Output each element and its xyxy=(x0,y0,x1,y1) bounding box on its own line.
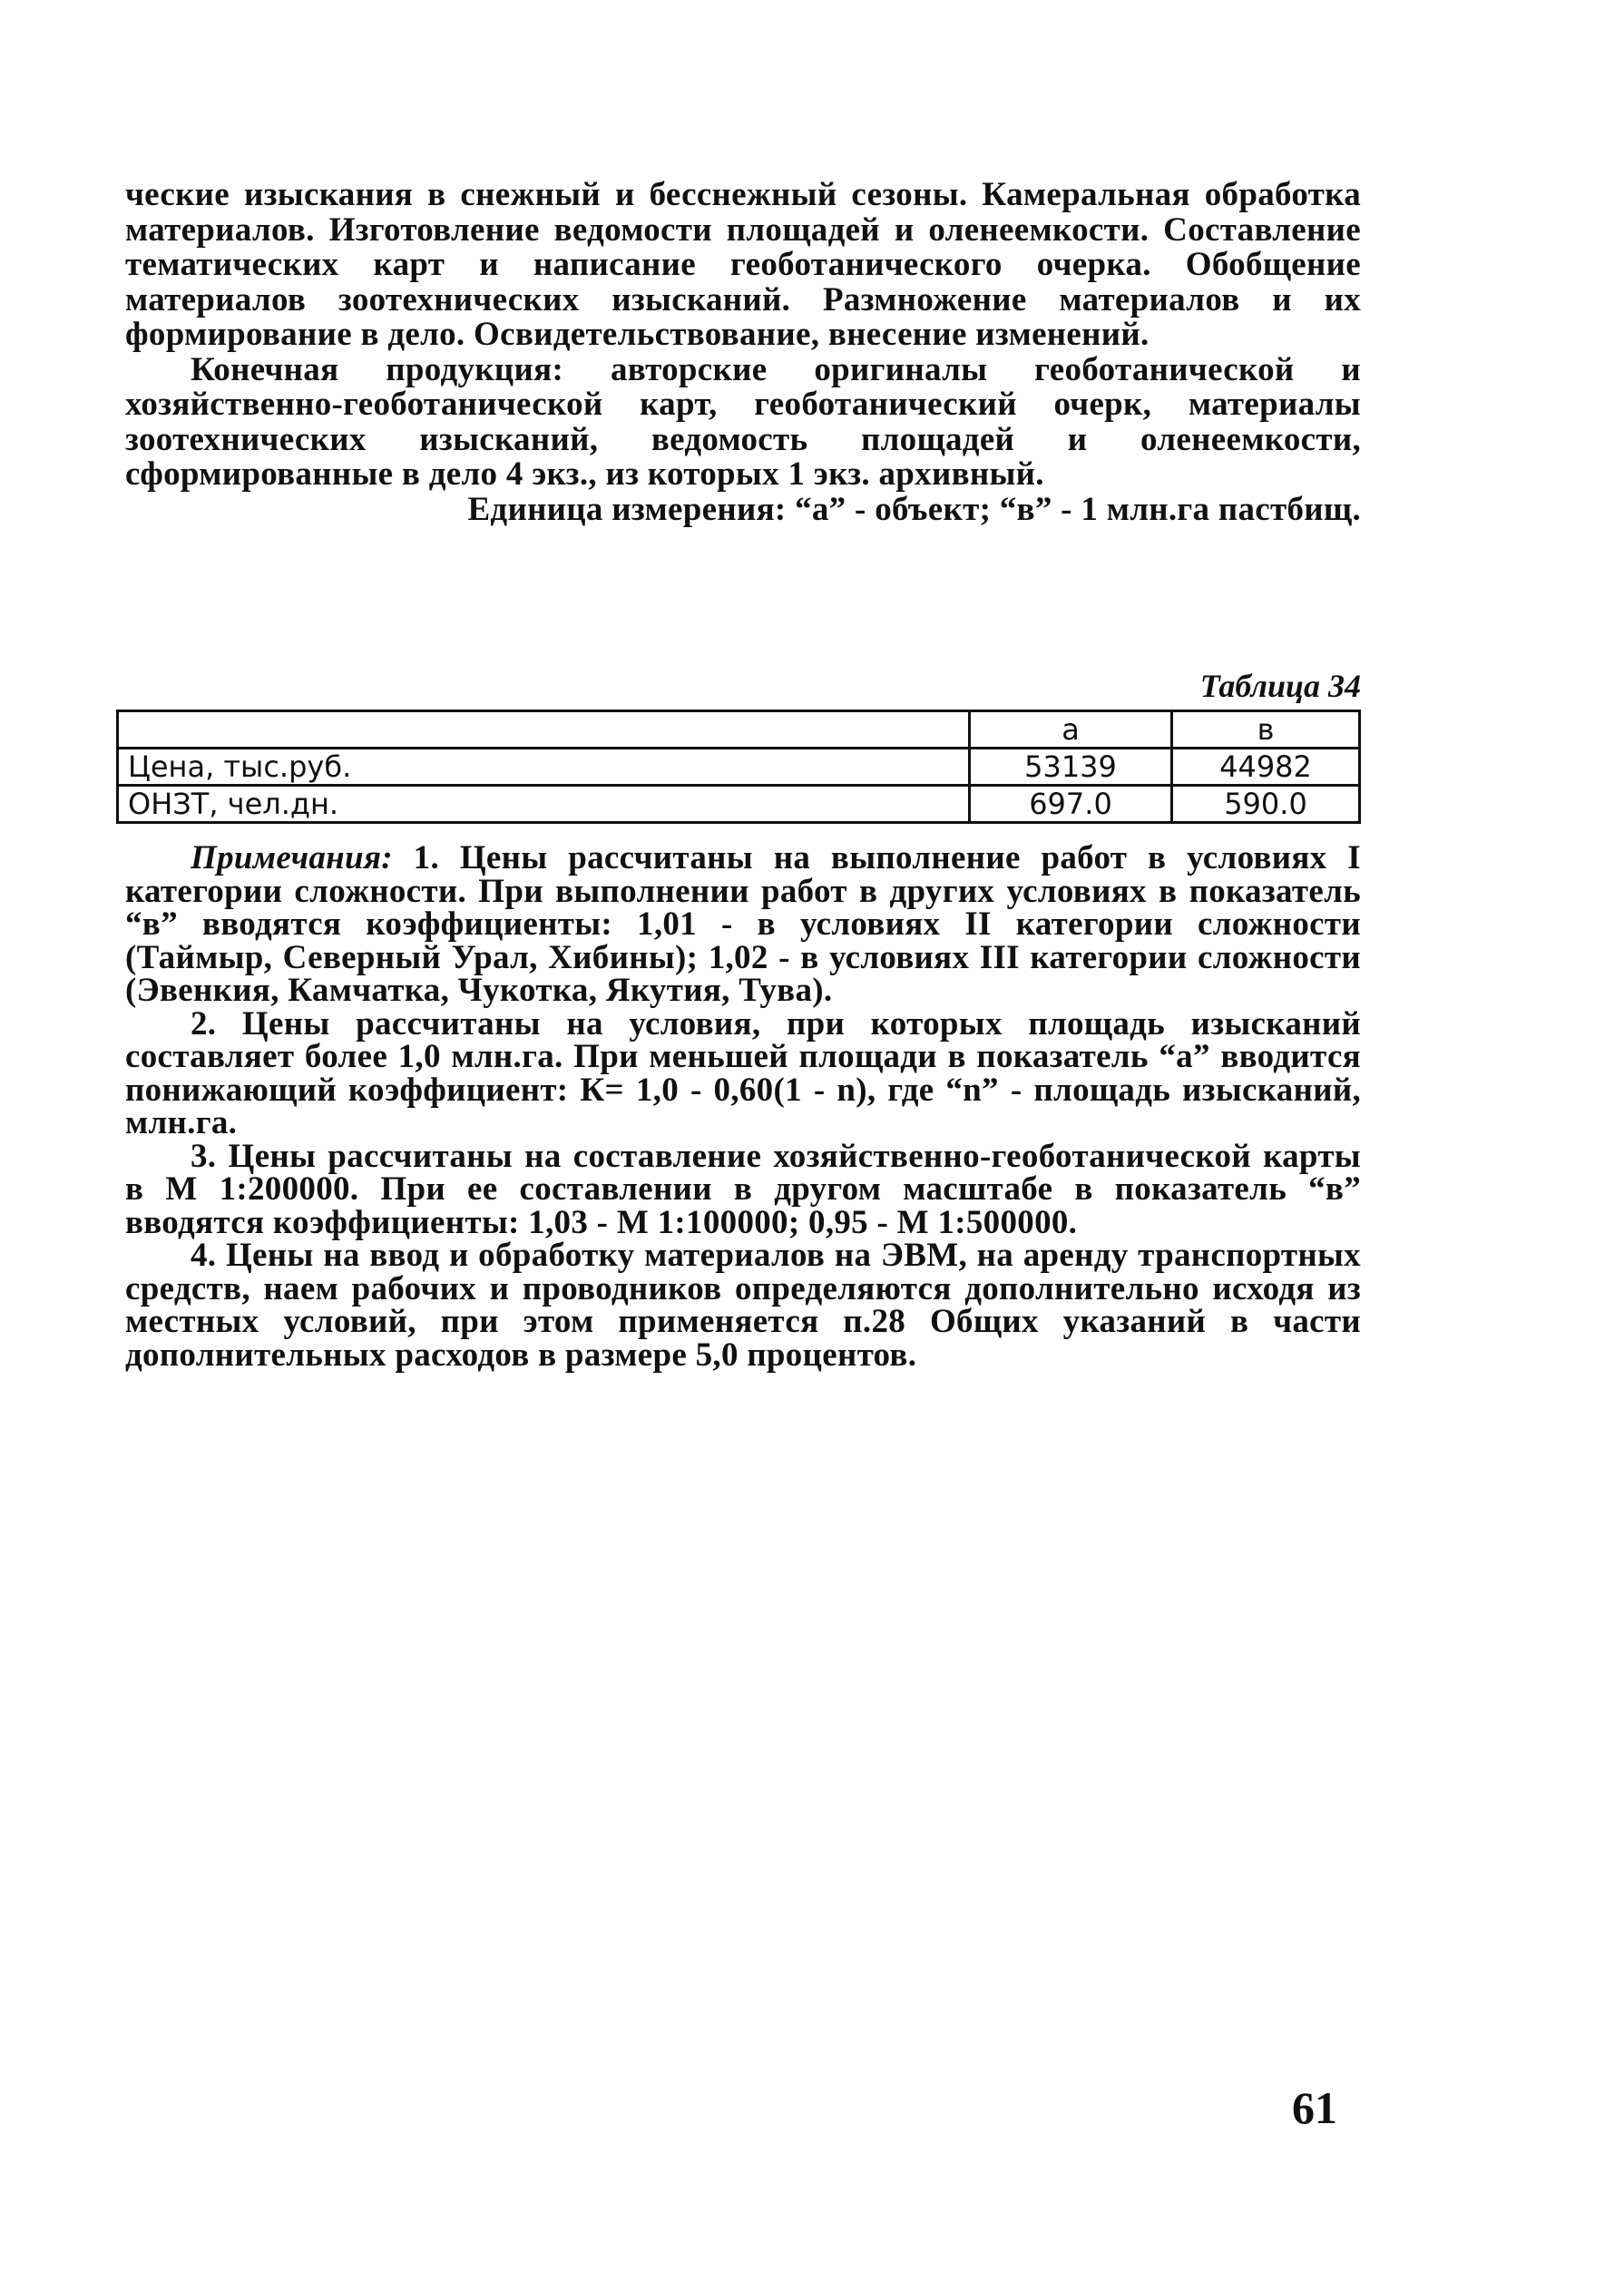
row-value-b: 44982 xyxy=(1172,749,1360,786)
note-3: 3. Цены рассчитаны на составление хозяйственно-геоботанической карты в М 1:200000. При ее составлении в другом масштабе в показатель “в” вводятся коэффициенты: 1,03 - М 1:100000; 0,95 - М 1:500000. xyxy=(125,1137,1361,1241)
table-row xyxy=(118,749,1360,786)
table-header-row xyxy=(118,711,1360,749)
note-4: 4. Цены на ввод и обработку материалов на ЭВМ, на аренду транспортных средств, наем рабочих и проводников определяются дополнительно исходя из местных условий, при этом применяется п.28 Общих указаний в части дополнительных расходов в размере 5,0 процентов. xyxy=(125,1237,1361,1374)
intro-section xyxy=(125,178,1361,527)
intro-paragraph-2: Конечная продукция: авторские оригиналы геоботанической и хозяйственно-геоботанической карт, геоботанический очерк, материалы зоотехнических изысканий, ведомость площадей и оленеемкости, сформированные в дело 4 экз., из которых 1 экз. архивный. xyxy=(125,350,1361,493)
table-header-cell: в xyxy=(1172,711,1360,749)
row-value-b: 590.0 xyxy=(1172,786,1360,823)
table-header-cell: а xyxy=(970,711,1172,749)
table-caption: Таблица 34 xyxy=(1199,668,1361,704)
row-label: Цена, тыс.руб. xyxy=(118,749,970,786)
note-1-text: 1. Цены рассчитаны на выполнение работ в условиях I категории сложности. При выполнении работ в других условиях в показатель “в” вводятся коэффициенты: 1,01 - в условиях II категории сложности (Таймыр, Северный Урал, Хибины); 1,02 - в условиях III категории сложности (Эвенкия, Камчатка, Чукотка, Якутия, Тува). xyxy=(125,839,1361,1009)
intro-paragraph-1: ческие изыскания в снежный и бесснежный сезоны. Камеральная обработка материалов. Изготовление ведомости площадей и оленеемкости. Составление тематических карт и написание геоботанического очерка. Обобщение материалов зоотехнических изысканий. Размножение материалов и их формирование в дело. Освидетельствование, внесение изменений. xyxy=(125,176,1361,353)
notes-label: Примечания: xyxy=(191,839,393,876)
row-value-a: 53139 xyxy=(970,749,1172,786)
row-label: ОНЗТ, чел.дн. xyxy=(118,786,970,823)
notes-section xyxy=(125,839,1361,1374)
price-table xyxy=(116,710,1361,824)
page-number: 61 xyxy=(1292,2082,1337,2133)
unit-line: Единица измерения: “а” - объект; “в” - 1 млн.га пастбищ. xyxy=(467,490,1361,528)
note-2: 2. Цены рассчитаны на условия, при которых площадь изысканий составляет более 1,0 млн.га. При меньшей площади в показатель “а” вводится понижающий коэффициент: К= 1,0 - 0,60(1 - n), где “n” - площадь изысканий, млн.га. xyxy=(125,1004,1361,1141)
row-value-a: 697.0 xyxy=(970,786,1172,823)
table-row xyxy=(118,786,1360,823)
note-1 xyxy=(125,839,1361,1009)
table-header-cell xyxy=(118,711,970,749)
